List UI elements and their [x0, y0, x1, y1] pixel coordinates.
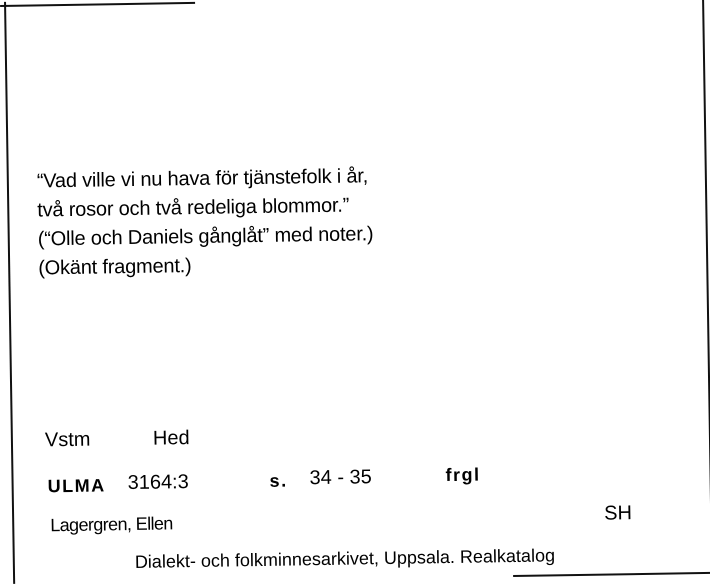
category-label: frgl	[445, 464, 481, 486]
card-edge-left	[4, 2, 15, 584]
page-label: s.	[269, 470, 288, 491]
text-line: “Vad ville vi nu hava för tjänstefolk i år,	[36, 165, 369, 193]
card-edge-bottom	[513, 572, 710, 577]
archive-label: ULMA	[47, 475, 106, 497]
archive-footer: Dialekt- och folkminnesarkivet, Uppsala. Realkatalog	[134, 545, 556, 572]
card-edge-right	[702, 0, 710, 573]
initials: SH	[603, 502, 633, 525]
collector-name: Lagergren, Ellen	[50, 513, 173, 536]
page-range: 34 - 35	[309, 466, 372, 490]
record-number: 3164:3	[127, 471, 189, 495]
text-line: (“Olle och Daniels gånglåt” med noter.)	[37, 223, 374, 251]
card-body-text	[37, 162, 374, 283]
card-edge-top	[0, 2, 195, 7]
parish-label: Hed	[152, 427, 190, 450]
text-line: två rosor och två redeliga blommor.”	[37, 194, 350, 222]
text-line: (Okänt fragment.)	[38, 255, 192, 280]
region-label: Vstm	[44, 428, 91, 452]
